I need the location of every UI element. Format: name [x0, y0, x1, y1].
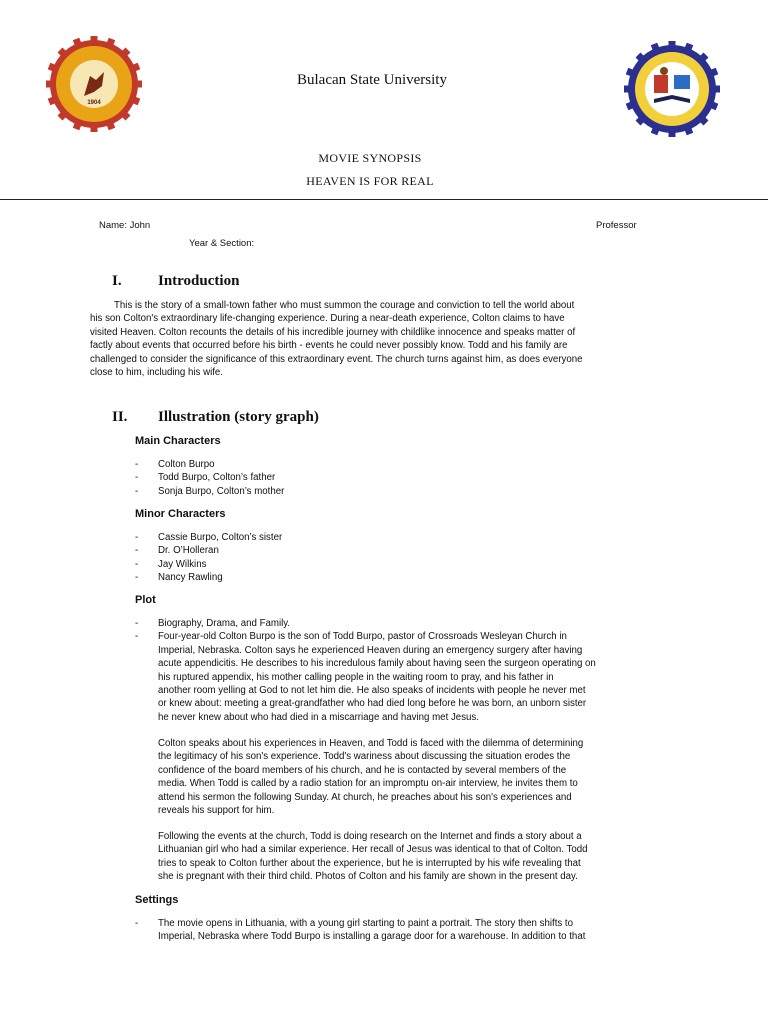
list-item: - Sonja Burpo, Colton’s mother [135, 485, 285, 497]
university-name: Bulacan State University [297, 72, 447, 88]
list-item: - Nancy Rawling [135, 572, 223, 584]
intro-line: challenged to consider the significance of this extraordinary event. The church turns against him, as does everyone [90, 353, 583, 365]
intro-line: This is the story of a small-town father who must summon the courage and conviction to tell the world about [114, 300, 575, 311]
list-item: - Colton Burpo [135, 459, 215, 470]
year-section-label: Year & Section: [189, 238, 255, 249]
section-title: Introduction [158, 273, 240, 289]
document-type: MOVIE SYNOPSIS [318, 151, 422, 165]
intro-line: factly about events that occurred before his birth - events he could never possibly know. Todd and his family are [90, 340, 568, 352]
list-item: - Dr. O’Holleran [135, 545, 219, 557]
college-logo [624, 41, 720, 137]
introduction-paragraph [90, 299, 677, 379]
section-number: I. [112, 273, 122, 289]
intro-line: his son Colton's extraordinary life-changing experience. During a near-death experience, Colton claims to have [90, 313, 565, 325]
section-title: Illustration (story graph) [158, 409, 319, 425]
logo-text-bottom [46, 36, 78, 38]
plot-list [135, 617, 680, 724]
section-number: II. [112, 409, 128, 425]
list-item: - Biography, Drama, and Family. [135, 618, 291, 629]
main-characters-heading: Main Characters [135, 435, 221, 447]
settings-list [135, 917, 680, 944]
list-item: - Jay Wilkins [135, 558, 207, 570]
main-characters-list [135, 458, 680, 498]
list-item: - Cassie Burpo, Colton’s sister [135, 532, 283, 543]
header-divider [0, 199, 768, 200]
plot-paragraph: - Four-year-old Colton Burpo is the son of Todd Burpo, pastor of Crossroads Wesleyan Church in Imperial, Nebraska. Colton says he experienced Heaven during an emergency surgery after having acute appendicitis. He describes to his incredulous family about having seen the surgeon operating on his ruptured appendix, his mother calling people in the waiting room to pray, and his father in another room yelling at God to not let him die. He also speaks of incidents with people he never met or knew about: meeting a great-grandfather who had died long before he was born, an unborn sister he never knew about who had died in a miscarriage and having met Jesus. [135, 631, 596, 723]
settings-heading: Settings [135, 894, 179, 906]
plot-heading: Plot [135, 594, 156, 606]
student-name: Name: John [99, 220, 151, 231]
list-item: - The movie opens in Lithuania, with a young girl starting to paint a portrait. The story then shifts to Imperial, Nebraska where Todd Burpo is installing a garage door for a warehouse. In addition to that [135, 918, 586, 943]
minor-characters-heading: Minor Characters [135, 508, 226, 520]
plot-paragraph-2: Colton speaks about his experiences in Heaven, and Todd is faced with the dilemma of determining the legitimacy of his son's experience. Todd's wariness about discussing the situation erodes the confidence of the board members of his church, and he is contacted by several members of the media. When Todd is called by a radio station for an impromptu on-air interview, he invites them to attend his sermon the following Sunday. At church, he preaches about his son's experiences and reveals his support for him. [158, 738, 584, 817]
movie-title: HEAVEN IS FOR REAL [306, 174, 434, 188]
list-item: - Todd Burpo, Colton’s father [135, 472, 276, 484]
intro-line: visited Heaven. Colton recounts the details of his incredible journey with childlike innocence and speaks matter of [90, 326, 576, 338]
bulacan-state-university-logo [46, 36, 142, 132]
plot-paragraph-3: Following the events at the church, Todd is doing research on the Internet and finds a story about a Lithuanian girl who had a similar experience. Her recall of Jesus was identical to that of Colton. Todd tries to speak to Colton further about the experience, but he is interrupted by his wife revealing that she is pregnant with their third child. Photos of Colton and his family are shown in the present day. [158, 831, 588, 883]
section-introduction-heading [112, 273, 239, 290]
intro-line: close to him, including his wife. [90, 367, 223, 379]
logo-year: 1904 [87, 100, 101, 106]
section-illustration-heading [112, 409, 319, 426]
minor-characters-list [135, 531, 680, 585]
professor-label: Professor [596, 220, 637, 231]
